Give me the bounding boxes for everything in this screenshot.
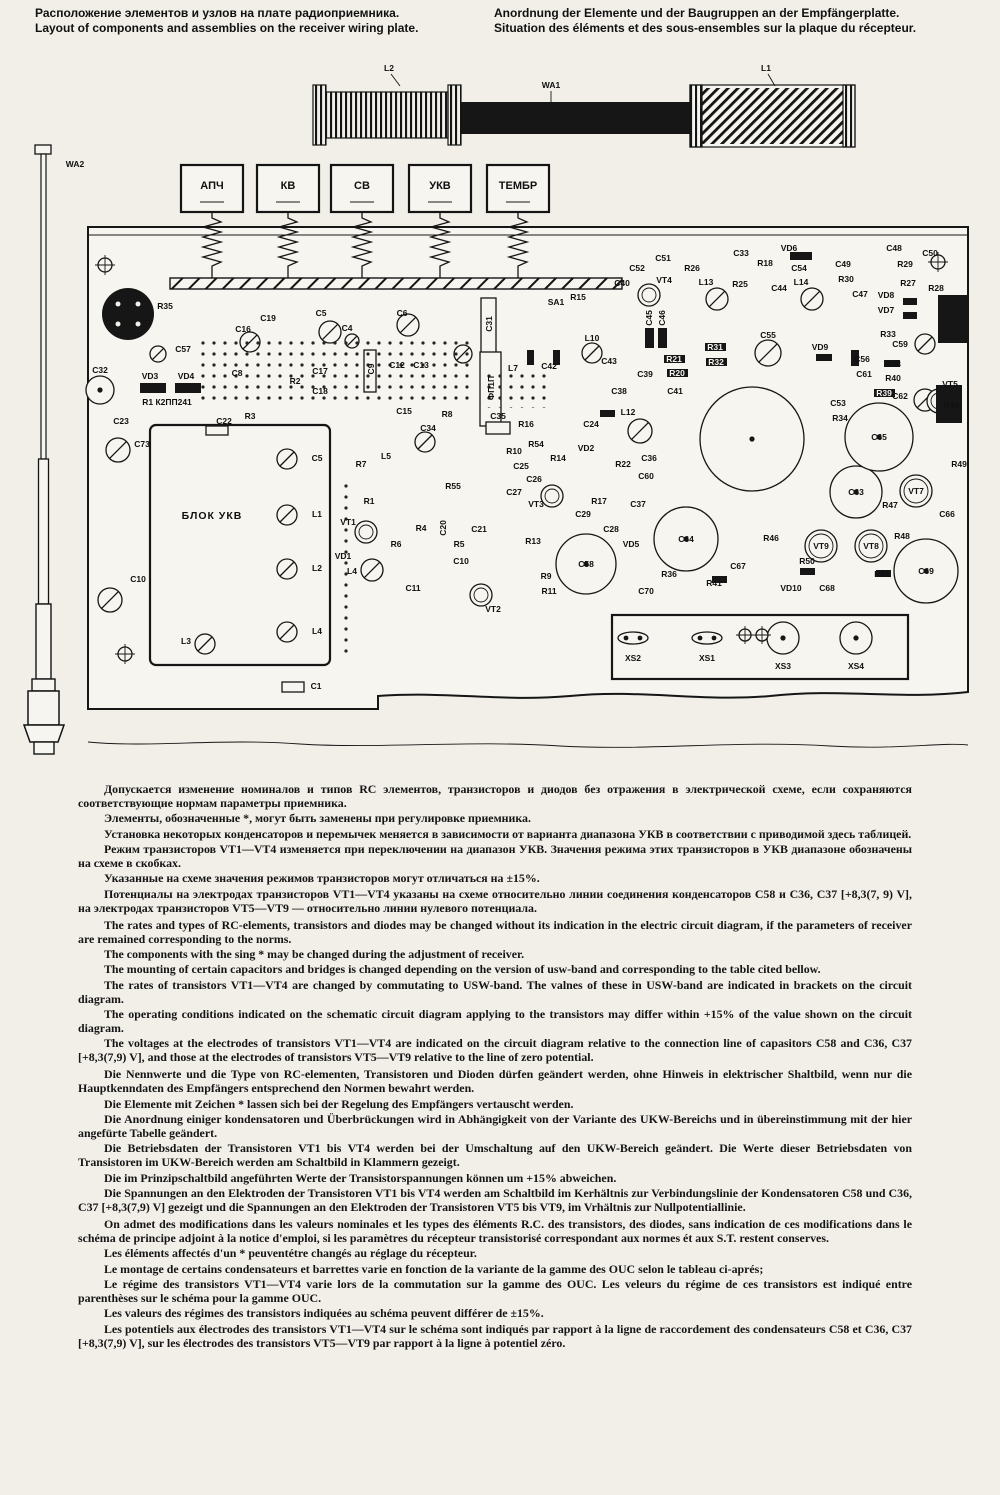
component-label-c5: C5	[311, 453, 323, 463]
component-body	[486, 422, 510, 434]
component-label-c19: C19	[260, 313, 276, 323]
component-body-black	[903, 298, 917, 305]
header-left	[35, 6, 467, 35]
component-label-фп1п: ФП1П	[486, 375, 496, 401]
header-title-de: Anordnung der Elemente und der Baugruppen an der Empfängerplatte.	[494, 6, 900, 20]
note-paragraph-ru-6: Потенциалы на электродах транзисторов VT1—VT4 указаны на схеме относительно линии соединения конденсаторов C58 и C36, C37 [+8,3(7, 9) V], на электродах транзисторов VT5—VT9 — относительно линии нулевого потенциала.	[78, 886, 912, 915]
component-label-l4: L4	[312, 626, 322, 636]
component-label-vt3: VT3	[528, 499, 544, 509]
component-label-c4: C4	[341, 323, 353, 333]
component-label-vt2: VT2	[485, 604, 501, 614]
component-label-l1: L1	[312, 509, 322, 519]
component-label-c21: C21	[471, 524, 487, 534]
component-body-black	[790, 252, 812, 260]
note-paragraph-de-3: Die Anordnung einiger kondensatoren und Überbrückungen wird in Abhängigkeit von der Variante des UKW-Bereichs und in übereinstimmung mit der hier angefürte Tabelle geändert.	[78, 1111, 912, 1140]
component-body-black	[645, 328, 654, 348]
component-label-c54: C54	[791, 263, 807, 273]
component-label-c5: C5	[315, 308, 327, 318]
note-paragraph-en-4: The rates of transistors VT1—VT4 are changed by commutating to USW-band. The valnes of these in USW-band are indicated in brackets on the circuit diagram.	[78, 977, 912, 1006]
component-label-c46: C46	[657, 310, 667, 326]
transistor-can	[470, 584, 492, 606]
band-button-label: СВ	[354, 180, 370, 192]
component-label-r38: R38	[885, 359, 901, 369]
component-label-r8: R8	[441, 409, 453, 419]
component-label-vd6: VD6	[780, 243, 798, 253]
component-label-vd9: VD9	[811, 342, 829, 352]
component-label-c49: C49	[835, 259, 851, 269]
component-label-блок-укв: БЛОК УКВ	[181, 510, 243, 522]
component-label-r33: R33	[880, 329, 896, 339]
component-body-black	[600, 410, 615, 417]
band-button-sv	[331, 165, 393, 212]
component-label-r20: R20	[669, 368, 685, 378]
component-body-black	[658, 328, 667, 348]
component-body-black	[876, 570, 891, 577]
capacitor-center	[853, 635, 858, 640]
component-label-c31: C31	[484, 316, 494, 332]
component-body-black	[936, 385, 962, 423]
component-label-r3: R3	[244, 411, 256, 421]
component-label-c64: C64	[678, 534, 694, 544]
note-paragraph-de-6: Die Spannungen an den Elektroden der Transistoren VT1 bis VT4 werden am Schaltbild im Kerhältnis zur Verbindungslinie der Kondensatoren C58 und C36, C37 [+8,3(7,9) V] gezeigt und die Spannungen an den Elektroden der Transistoren VT5 bis VT9, im Vrhältnis zur Nullpotentiallinie.	[78, 1185, 912, 1214]
component-label-wa1: WA1	[541, 80, 561, 90]
component-label-c28: C28	[603, 524, 619, 534]
component-body	[282, 682, 304, 692]
component-label-sa1: SA1	[547, 297, 565, 307]
component-label-c58: C58	[578, 559, 594, 569]
component-body-black	[938, 295, 968, 343]
component-label-r47: R47	[882, 500, 898, 510]
component-label-c59: C59	[892, 339, 908, 349]
component-body-black	[903, 312, 917, 319]
component-label-xs1: XS1	[698, 653, 716, 663]
coil-l1-winding	[702, 88, 843, 144]
component-label-r22: R22	[615, 459, 631, 469]
note-paragraph-fr-5: Les valeurs des régimes des transistors indiquées au schéma peuvent différer de ±15%.	[104, 1306, 544, 1321]
component-label-c70: C70	[638, 586, 654, 596]
band-switch-bar	[170, 278, 622, 289]
note-paragraph-de-1: Die Nennwerte und die Type von RC-elementen, Transistoren und Dioden dürfen geändert werden, ohne Hinweis in elektrischer Shaltbild, wenn nur die Hauptkenndaten des Empfängers entsprechend den Normen bewahrt werden.	[78, 1067, 912, 1096]
component-label-r13: R13	[525, 536, 541, 546]
component-label-l10: L10	[584, 333, 600, 343]
note-paragraph-fr-1: On admet des modifications dans les valeurs nominales et les types des éléments R.C. des transistors, des diodes, sans indication de ces modifications dans le schéma de principe adjoint à la notice d'emploi, si les paramètres du récepteur transistorisé correspondant aux normes ét aux S.T. restent conserves.	[78, 1216, 912, 1245]
solder-pads	[198, 338, 470, 406]
component-body-black	[884, 360, 900, 367]
component-body-black	[851, 350, 859, 366]
component-label-xs3: XS3	[774, 661, 792, 671]
component-label-c61: C61	[856, 369, 872, 379]
note-paragraph-en-2: The components with the sing * may be changed during the adjustment of receiver.	[104, 946, 525, 961]
component-label-r35: R35	[157, 301, 173, 311]
component-label-c52: C52	[629, 263, 645, 273]
component-label-r9: R9	[540, 571, 552, 581]
component-label-c26: C26	[526, 474, 542, 484]
component-label-c8: C8	[231, 368, 243, 378]
component-label-vt1: VT1	[340, 517, 356, 527]
diagram-base	[0, 52, 1000, 766]
note-paragraph-en-1: The rates and types of RC-elements, transistors and diodes may be changed without its indication in the electric circuit diagram, if the parameters of receiver are remained corresponding to the norms.	[78, 917, 912, 946]
component-label-vd3: VD3	[141, 371, 159, 381]
component-label-r49: R49	[951, 459, 967, 469]
band-button-tembr	[487, 165, 549, 212]
component-label-r27: R27	[900, 278, 916, 288]
knob-hole	[116, 302, 121, 307]
component-label-xs4: XS4	[847, 661, 865, 671]
component-label-vd2: VD2	[577, 443, 595, 453]
component-body-black	[664, 355, 685, 363]
coil-l2-flange2	[448, 85, 461, 145]
component-label-r44: R44	[943, 400, 959, 410]
component-label-c22: C22	[216, 416, 232, 426]
component-label-c25: C25	[513, 461, 529, 471]
component-label-r5: R5	[453, 539, 465, 549]
component-label-c24: C24	[583, 419, 599, 429]
band-button-label: УКВ	[429, 180, 451, 192]
component-label-vd4: VD4	[177, 371, 195, 381]
note-paragraph-ru-2: Элементы, обозначенные *, могут быть заменены при регулировке приемника.	[104, 811, 531, 826]
component-body-black	[800, 568, 815, 575]
component-label-l12: L12	[620, 407, 636, 417]
socket-pin	[638, 636, 643, 641]
component-label-l2: L2	[312, 563, 322, 573]
solder-pads	[482, 374, 546, 408]
component-label-wa2: WA2	[65, 159, 85, 169]
component-label-r4: R4	[415, 523, 427, 533]
band-button-apch	[181, 165, 243, 212]
component-label-r55: R55	[445, 481, 461, 491]
component-label-vt9: VT9	[813, 541, 829, 551]
page-header	[0, 6, 1000, 52]
component-label-c32: C32	[92, 365, 108, 375]
component-label-vd5: VD5	[622, 539, 640, 549]
component-body-black	[712, 576, 727, 583]
component-label-c29: C29	[575, 509, 591, 519]
knob-hole	[136, 302, 141, 307]
pcb-layout-diagram	[0, 52, 1000, 766]
component-label-r39: R39	[876, 388, 892, 398]
band-button-label: ТЕМБР	[498, 180, 538, 192]
component-body-black	[816, 354, 832, 361]
component-label-r30: R30	[838, 274, 854, 284]
component-label-vd1: VD1	[334, 551, 352, 561]
component-label-c1: C1	[310, 681, 322, 691]
component-body	[206, 426, 228, 435]
component-label-r7: R7	[355, 459, 367, 469]
header-title-fr: Situation des éléments et des sous-ensembles sur la plaque du récepteur.	[494, 20, 917, 35]
component-label-c27: C27	[506, 487, 522, 497]
component-body-black	[527, 350, 534, 365]
note-paragraph-de-5: Die im Prinzipschaltbild angeführten Werte der Transistorspannungen können um +15% abweichen.	[104, 1170, 617, 1185]
component-label-r15: R15	[570, 292, 586, 302]
component-label-r32: R32	[708, 357, 724, 367]
note-paragraph-de-2: Die Elemente mit Zeichen * lassen sich bei der Regelung des Empfängers vertauscht werden.	[104, 1096, 574, 1111]
component-label-c20: C20	[438, 520, 448, 536]
component-label-r2: R2	[289, 376, 301, 386]
notes-text	[78, 783, 912, 1352]
band-button-label: КВ	[280, 180, 296, 192]
component-label-c65: C65	[871, 432, 887, 442]
capacitor-center	[853, 489, 858, 494]
component-label-c50: C50	[922, 248, 938, 258]
note-paragraph-fr-6: Les potentiels aux électrodes des transistors VT1—VT4 sur le schéma sont indiqués par rapport à la ligne de raccordement des condensateurs C58 et C36, C37 [+8,3(7,9) V], sur les électrodes des transistors VT5—VT9 par rapport à la ligne à potentiel zéro.	[78, 1321, 912, 1350]
capacitor-center	[749, 436, 754, 441]
component-label-c73: C73	[134, 439, 150, 449]
transistor-can	[355, 521, 377, 543]
component-label-c68: C68	[819, 583, 835, 593]
component-label-r29: R29	[897, 259, 913, 269]
component-label-r51: R51	[874, 569, 890, 579]
header-right	[494, 6, 964, 35]
note-paragraph-en-3: The mounting of certain capacitors and bridges is changed depending on the version of usw-band and corresponding to the table cited bellow.	[104, 962, 821, 977]
component-label-r21: R21	[666, 354, 682, 364]
component-label-r54: R54	[528, 439, 544, 449]
component-label-vt5: VT5	[942, 379, 958, 389]
component-label-l5: L5	[381, 451, 391, 461]
header-title-ru: Расположение элементов и узлов на плате радиоприемника.	[35, 6, 400, 20]
component-label-r10: R10	[506, 446, 522, 456]
component-body-black	[667, 369, 688, 377]
component-label-r46: R46	[763, 533, 779, 543]
component-body-black	[874, 389, 895, 397]
component-label-c13: C13	[413, 360, 429, 370]
note-paragraph-ru-4: Режим транзисторов VT1—VT4 изменяется при переключении на диапазон УКВ. Значения режима этих транзисторов в УКВ диапазоне обозначены на схеме в скобках.	[78, 842, 912, 871]
coil-l2-winding	[326, 92, 448, 138]
component-label-c34: C34	[420, 423, 436, 433]
component-label-l3: L3	[181, 636, 191, 646]
component-label-c37: C37	[630, 499, 646, 509]
component-body-black	[140, 383, 166, 393]
component-label-r16: R16	[518, 419, 534, 429]
capacitor-center	[683, 536, 688, 541]
component-body-black	[175, 383, 201, 393]
component-label-c63: C63	[848, 487, 864, 497]
knob-hole	[116, 322, 121, 327]
coil-l1-flange2	[843, 85, 855, 147]
component-label-vt7: VT7	[908, 486, 924, 496]
transistor-can	[638, 284, 660, 306]
transistor-can	[541, 485, 563, 507]
component-label-c18: C18	[312, 386, 328, 396]
component-label-c48: C48	[886, 243, 902, 253]
component-label-c15: C15	[396, 406, 412, 416]
coil-l1-flange	[690, 85, 702, 147]
potentiometer-knob	[102, 288, 154, 340]
note-paragraph-ru-3: Установка некоторых конденсаторов и перемычек меняется в зависимости от варианта диапазона УКВ в соответствии с приводимой здесь таблицей.	[104, 826, 912, 841]
transistor-can	[805, 530, 837, 562]
component-label-vd10: VD10	[780, 583, 802, 593]
component-label-c67: C67	[730, 561, 746, 571]
component-label-xs2: XS2	[624, 653, 642, 663]
component-label-r14: R14	[550, 453, 566, 463]
ferrite-rod-antenna	[313, 74, 855, 147]
component-label-r18: R18	[757, 258, 773, 268]
component-label-c69: C69	[918, 566, 934, 576]
component-label-c45: C45	[644, 310, 654, 326]
capacitor-center	[876, 434, 881, 439]
component-label-r26: R26	[684, 263, 700, 273]
component-label-c38: C38	[611, 386, 627, 396]
component-label-r1: R1	[363, 496, 375, 506]
component-label-vd7: VD7	[877, 305, 895, 315]
component-label-c53: C53	[830, 398, 846, 408]
component-label-r31: R31	[707, 342, 723, 352]
knob-hole	[136, 322, 141, 327]
component-label-l1: L1	[761, 63, 771, 73]
note-paragraph-en-5: The operating conditions indicated on the schematic circuit diagram applying to the transistors may differ within +15% of the value shown on the circuit diagram.	[78, 1007, 912, 1035]
component-label-c36: C36	[641, 453, 657, 463]
component-label-l7: L7	[508, 363, 518, 373]
capacitor-center	[97, 387, 102, 392]
component-label-r40: R40	[885, 373, 901, 383]
header-title-en: Layout of components and assemblies on the receiver wiring plate.	[35, 20, 419, 35]
component-label-c55: C55	[760, 330, 776, 340]
component-label-r34: R34	[832, 413, 848, 423]
band-button-kv	[257, 165, 319, 212]
component-label-l4: L4	[347, 566, 357, 576]
component-label-c47: C47	[852, 289, 868, 299]
component-label-l13: L13	[698, 277, 714, 287]
component-label-c17: C17	[312, 366, 328, 376]
component-body-black	[705, 343, 726, 351]
component-label-c40: C40	[614, 278, 630, 288]
component-label-c57: C57	[175, 344, 191, 354]
capacitor-center	[780, 635, 785, 640]
component-label-r1-к2пп241: R1 К2ПП241	[142, 397, 192, 407]
component-label-c33: C33	[733, 248, 749, 258]
component-label-c16: C16	[235, 324, 251, 334]
component-label-c56: C56	[854, 354, 870, 364]
telescopic-antenna	[24, 145, 64, 754]
band-button-ukv	[409, 165, 471, 212]
component-body-black	[553, 350, 560, 365]
component-label-r25: R25	[732, 279, 748, 289]
component-label-r6: R6	[390, 539, 402, 549]
solder-pads	[338, 480, 352, 658]
socket-pin	[698, 636, 703, 641]
component-label-c60: C60	[638, 471, 654, 481]
component-label-c51: C51	[655, 253, 671, 263]
component-label-r48: R48	[894, 531, 910, 541]
note-paragraph-ru-1: Допускается изменение номиналов и типов RC элементов, транзисторов и диодов без отражения в электрической схеме, если сохраняются соответствующие нормам параметры приемника.	[78, 782, 912, 810]
component-label-c42: C42	[541, 361, 557, 371]
component-label-c10: C10	[130, 574, 146, 584]
component-label-c43: C43	[601, 356, 617, 366]
coil-l2-flange	[313, 85, 326, 145]
socket-symbol	[692, 632, 722, 644]
component-label-c35: C35	[490, 411, 506, 421]
note-paragraph-fr-2: Les éléments affectés d'un * peuventétre changés au réglage du récepteur.	[104, 1246, 477, 1261]
component-label-c23: C23	[113, 416, 129, 426]
component-label-r41: R41	[706, 578, 722, 588]
socket-symbol	[618, 632, 648, 644]
component-label-c10: C10	[453, 556, 469, 566]
component-label-r50: R50	[799, 556, 815, 566]
note-paragraph-ru-5: Указанные на схеме значения режимов транзисторов могут отличаться на ±15%.	[104, 871, 540, 886]
component-label-vt4: VT4	[656, 275, 672, 285]
note-paragraph-fr-4: Le régime des transistors VT1—VT4 varie lors de la commutation sur la gamme des OUC. Les veleurs du régime de ces transistors est indiqué entre parenthèses sur le schéma pour la gamme OUC.	[78, 1276, 912, 1305]
capacitor-center	[583, 561, 588, 566]
socket-pin	[624, 636, 629, 641]
component-label-c41: C41	[667, 386, 683, 396]
component-label-r36: R36	[661, 569, 677, 579]
component-label-r28: R28	[928, 283, 944, 293]
component-label-c6: C6	[396, 308, 408, 318]
component-label-c62: C62	[892, 391, 908, 401]
component-label-c9: C9	[366, 363, 376, 375]
component-label-c39: C39	[637, 369, 653, 379]
component-label-c44: C44	[771, 283, 787, 293]
note-paragraph-en-6: The voltages at the electrodes of transistors VT1—VT4 are indicated on the circuit diagram relative to the connection line of capasitors C58 and C36, C37 [+8,3(7,9) V], and those at the electrodes of transistors VT5—VT9 relative to the line of zero potential.	[78, 1036, 912, 1065]
component-body	[481, 298, 496, 356]
component-label-c11: C11	[405, 583, 421, 593]
component-label-l2: L2	[384, 63, 394, 73]
component-label-c66: C66	[939, 509, 955, 519]
component-body-black	[706, 358, 727, 366]
note-paragraph-fr-3: Le montage de certains condensateurs et barrettes varie en fonction de la variante de la gamme des OUC selon le tableau ci-aprés;	[104, 1261, 764, 1276]
component-label-l14: L14	[793, 277, 809, 287]
capacitor-center	[923, 568, 928, 573]
transistor-can	[900, 475, 932, 507]
component-label-vd8: VD8	[877, 290, 895, 300]
note-paragraph-de-4: Die Betriebsdaten der Transistoren VT1 bis VT4 werden bei der Umschaltung auf den UKW-Bereich geändert. Die Werte dieser Betriebsdaten von Transistoren im UKW-Bereich werden am Schaltbild in Klammern gezeigt.	[78, 1141, 912, 1170]
transistor-can	[855, 530, 887, 562]
band-button-label: АПЧ	[200, 180, 224, 192]
socket-pin	[712, 636, 717, 641]
component-label-vt8: VT8	[863, 541, 879, 551]
component-label-r11: R11	[541, 586, 557, 596]
component-label-c12: C12	[389, 360, 405, 370]
component-label-r17: R17	[591, 496, 607, 506]
